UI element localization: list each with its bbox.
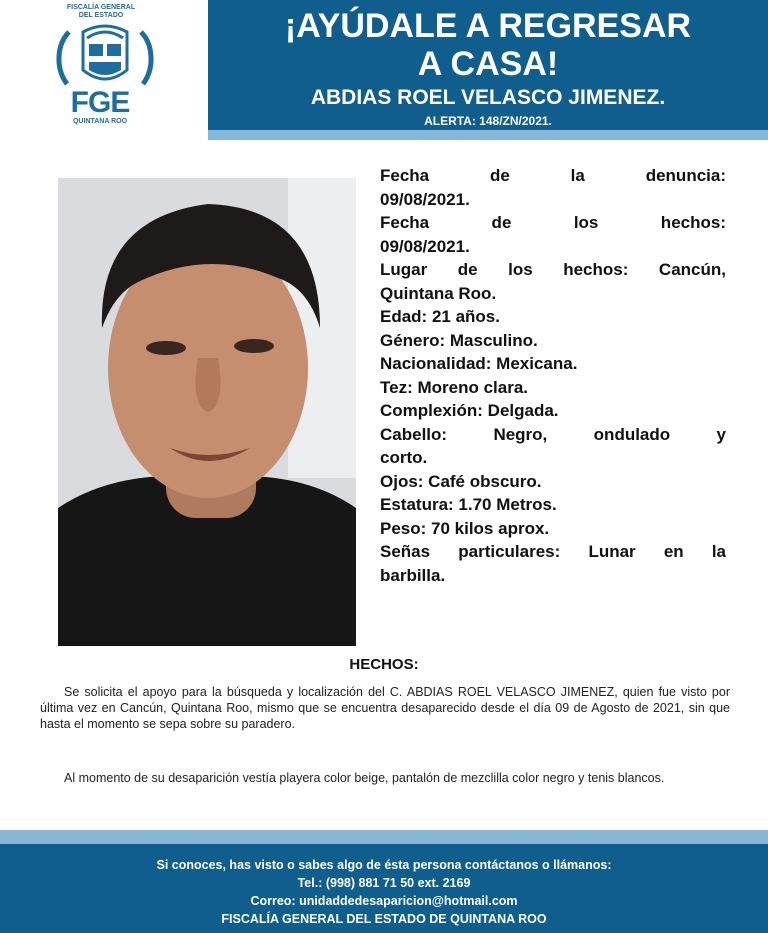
detail-line: Género: Masculino. xyxy=(380,330,538,350)
facts-heading: HECHOS: xyxy=(349,656,419,673)
alert-number: ALERTA: 148/ZN/2021. xyxy=(424,114,552,128)
logo-org-line2: DEL ESTADO xyxy=(78,12,124,19)
detail-line: Cabello: Negro, ondulado y xyxy=(380,424,726,444)
detail-line: Peso: 70 kilos aprox. xyxy=(380,518,550,538)
header-title-line1: ¡AYÚDALE A REGRESAR xyxy=(284,7,692,45)
detail-line: Lugar de los hechos: Cancún, xyxy=(380,260,726,279)
detail-line: Estatura: 1.70 Metros. xyxy=(380,495,557,514)
footer-email: Correo: unidaddedesaparicion@hotmail.com xyxy=(250,894,518,908)
header-accent-bar xyxy=(208,130,768,140)
detail-line: Edad: 21 años. xyxy=(380,307,500,326)
detail-line: Complexión: Delgada. xyxy=(380,401,559,420)
coat-of-arms-icon xyxy=(53,22,157,92)
logo-org-line1: FISCALÍA GENERAL xyxy=(66,4,136,11)
footer-agency: FISCALÍA GENERAL DEL ESTADO DE QUINTANA ROO xyxy=(221,912,547,926)
logo-state: QUINTANA ROO xyxy=(72,118,128,125)
detail-line: 09/08/2021. xyxy=(380,189,470,209)
detail-line: Tez: Moreno clara. xyxy=(380,377,528,397)
footer-phone: Tel.: (998) 881 71 50 ext. 2169 xyxy=(297,876,471,890)
footer-call-to-action: Si conoces, has visto o sabes algo de ésta persona contáctanos o llámanos: xyxy=(156,858,612,872)
detail-line: corto. xyxy=(380,448,428,467)
detail-line: Fecha de la denuncia: xyxy=(380,166,726,185)
fge-logo xyxy=(40,4,170,144)
contact-footer xyxy=(0,844,768,933)
detail-line: Nacionalidad: Mexicana. xyxy=(380,354,578,373)
logo-acronym: FGE xyxy=(70,86,130,119)
detail-line: Fecha de los hechos: xyxy=(380,213,726,232)
missing-person-name: ABDIAS ROEL VELASCO JIMENEZ. xyxy=(310,86,666,109)
detail-line: Señas particulares: Lunar en la xyxy=(380,542,726,561)
footer-accent-bar xyxy=(0,830,768,844)
detail-line: barbilla. xyxy=(380,565,446,585)
facts-paragraph-1: Se solicita el apoyo para la búsqueda y localización del C. ABDIAS ROEL VELASCO JIMENEZ, quien fue visto por última vez en Cancún, Quintana Roo, mismo que se encuentra desaparecido desde el día 09 de Agosto de 2021, sin que hasta el momento se sepa sobre su paradero. xyxy=(40,685,730,731)
person-photo xyxy=(58,178,356,646)
person-details xyxy=(380,164,726,587)
header-title-line2: A CASA! xyxy=(417,45,559,83)
facts-paragraph-2: Al momento de su desaparición vestía playera color beige, pantalón de mezclilla color negro y tenis blancos. xyxy=(64,771,665,785)
detail-line: Ojos: Café obscuro. xyxy=(380,471,542,491)
detail-line: Quintana Roo. xyxy=(380,283,497,303)
detail-line: 09/08/2021. xyxy=(380,236,470,256)
header-banner xyxy=(208,0,768,130)
